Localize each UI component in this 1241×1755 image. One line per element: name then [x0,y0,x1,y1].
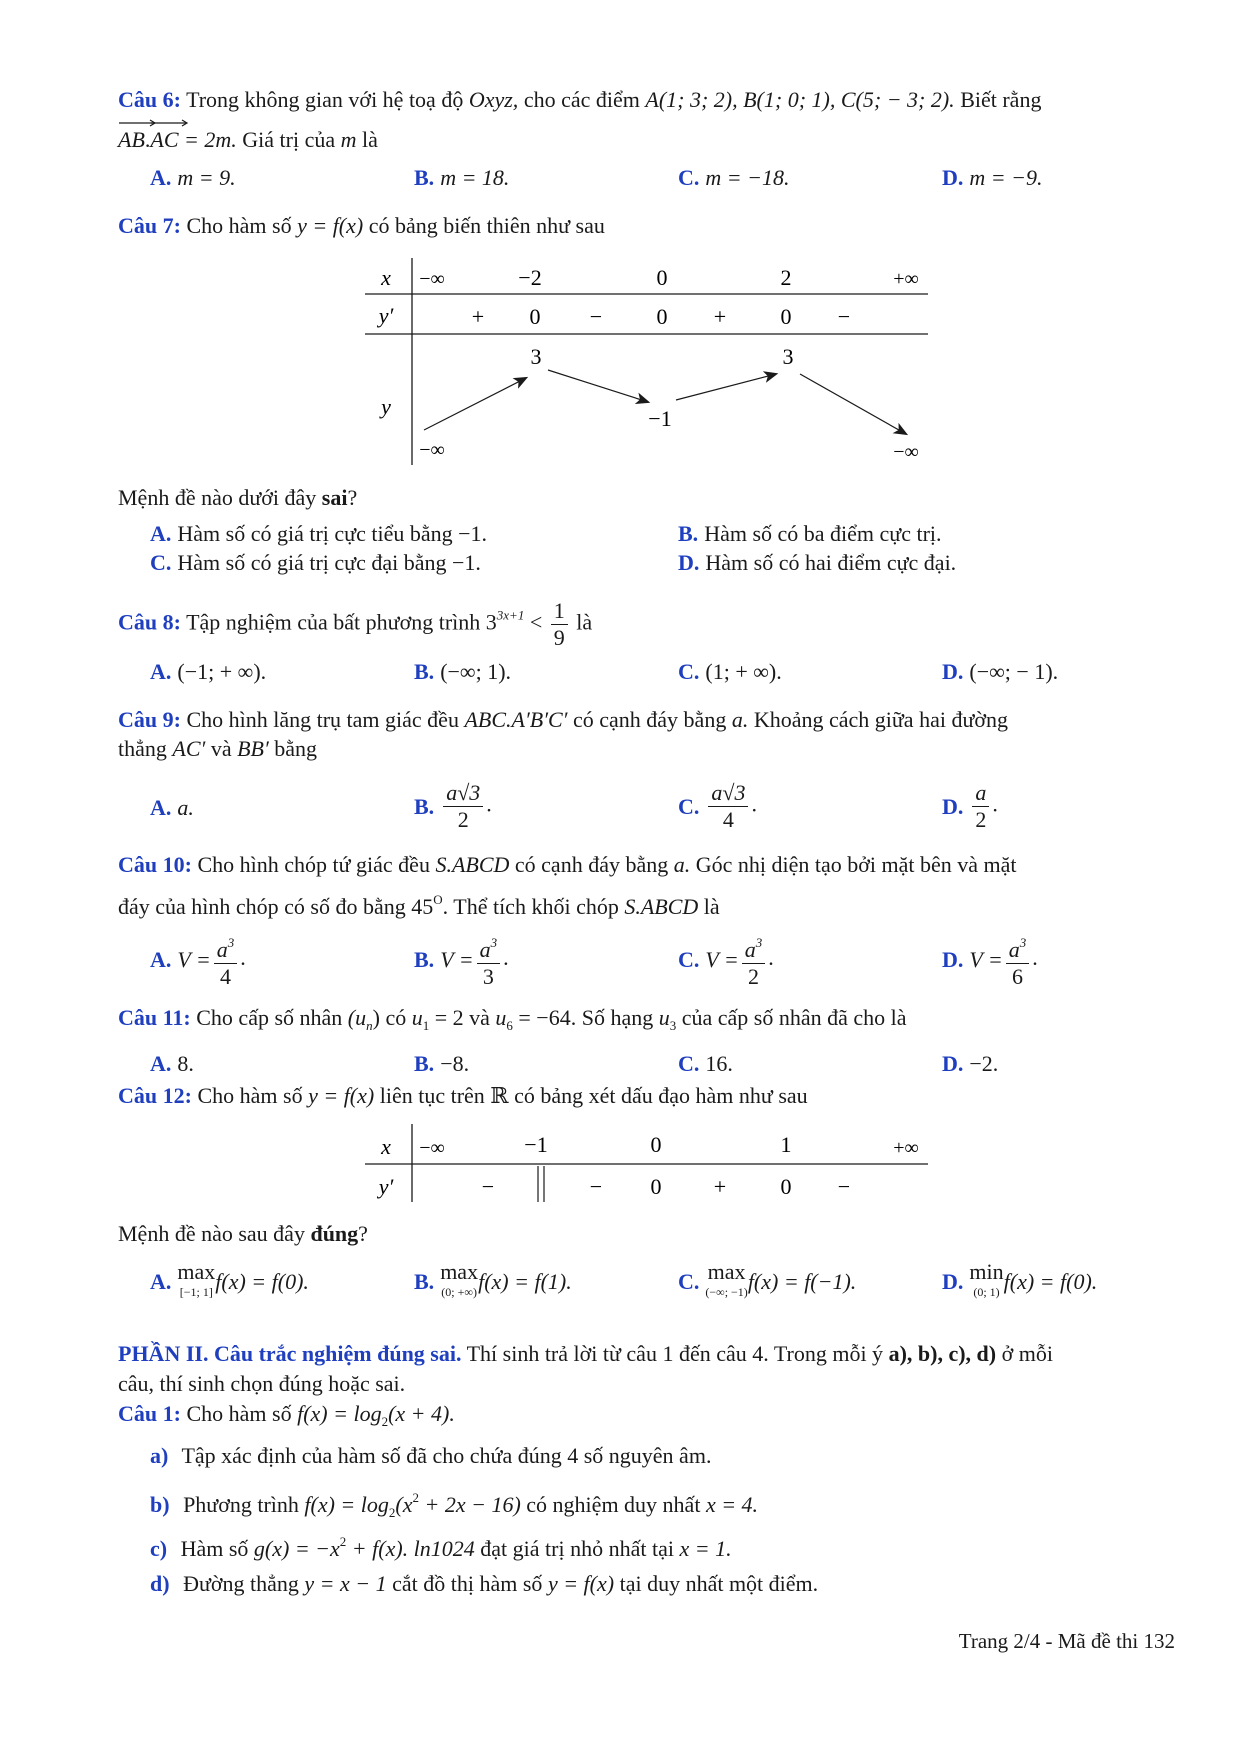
q12-line1: Câu 12: Cho hàm số y = f(x) liên tục trên ℝ có bảng xét dấu đạo hàm như sau [118,1083,808,1108]
q12-option-d[interactable]: D. min (0; 1) f(x) = f(0). [942,1259,1098,1299]
x-value: 1 [780,1132,792,1157]
q6-line1 [118,86,1041,114]
x-value: 0 [656,265,668,290]
q7-label: Câu 7: [118,213,181,238]
x-value: +∞ [893,1137,919,1159]
yprime-label: y′ [378,1174,394,1199]
q9-option-b[interactable]: B. $\frac{a√3}{2}$ . [414,780,492,832]
q12-sign-table [360,1124,940,1204]
q6-option-a[interactable]: A. m = 9. [150,165,236,190]
q6-label: Câu 6: [118,87,181,112]
p2q1-item-b[interactable]: b) Phương trình $f(x) = \log_2(x^2 + 2x - 16)$ có nghiệm duy nhất x = 4. [150,1490,759,1520]
q9-option-c[interactable]: C. $\frac{a√3}{4}$ . [678,780,757,832]
decrease-arrow-icon [800,374,906,434]
y-value: −∞ [419,439,445,461]
p2q1-item-d[interactable]: d) Đường thẳng y = x − 1 cắt đồ thị hàm số y = f(x) tại duy nhất một điểm. [150,1571,819,1596]
q6-option-d[interactable]: D. m = −9. [942,165,1043,190]
q12-label: Câu 12: [118,1083,192,1108]
q7-question: Mệnh đề nào dưới đây sai? [118,485,358,510]
sign: − [837,304,851,329]
q8-label: Câu 8: [118,609,181,635]
q8-option-b[interactable]: B. (−∞; 1). [414,659,512,684]
q10-line1: Câu 10: Cho hình chóp tứ giác đều S.ABCD có cạnh đáy bằng a. Góc nhị diện tạo bởi mặt bên và mặt [118,852,1017,877]
q12-option-c[interactable]: C. max (−∞; −1) f(x) = f(−1). [678,1259,857,1299]
sign: + [713,1174,727,1199]
vector-ac: AC [150,126,178,154]
q12-question: Mệnh đề nào sau đây đúng? [118,1221,368,1246]
sign: 0 [780,304,792,329]
q12-option-a[interactable]: A. max [−1; 1] f(x) = f(0). [150,1259,309,1299]
q10-option-c[interactable]: C. V = $\frac{a^3}{2}$ . [678,930,774,990]
q6-line2: AB. AC = 2m. Giá trị của m là [118,126,378,154]
q8-fraction: $\frac{1}{9}$ [551,598,568,651]
part2-line2: câu, thí sinh chọn đúng hoặc sai. [118,1371,406,1396]
p2q1-item-a[interactable]: a) Tập xác định của hàm số đã cho chứa đúng 4 số nguyên âm. [150,1443,712,1468]
sign: − [589,304,603,329]
sign: 0 [650,1174,662,1199]
q10-option-d[interactable]: D. V = $\frac{a^3}{6}$ . [942,930,1038,990]
q8-option-d[interactable]: D. (−∞; − 1). [942,659,1059,684]
x-label: x [381,1134,391,1159]
q8-option-c[interactable]: C. (1; + ∞). [678,659,782,684]
y-value: −1 [648,406,672,431]
q7-option-b[interactable]: B. Hàm số có ba điểm cực trị. [678,521,942,546]
q10-option-b[interactable]: B. V = $\frac{a^3}{3}$ . [414,930,509,990]
q6-points: A(1; 3; 2), B(1; 0; 1), C(5; − 3; 2). [645,87,955,112]
sign: 0 [529,304,541,329]
q10-line2: đáy của hình chóp có số đo bằng $45^O$. Thể tích khối chóp S.ABCD là [118,892,720,919]
q6-option-c[interactable]: C. m = −18. [678,165,790,190]
q9-option-d[interactable]: D. $\frac{a}{2}$ . [942,780,998,832]
sign: + [471,304,485,329]
sign: − [837,1174,851,1199]
q7-variation-table [360,258,940,468]
q7-line1: Câu 7: Cho hàm số y = f(x) có bảng biến thiên như sau [118,213,605,238]
q9-line1: Câu 9: Cho hình lăng trụ tam giác đều ABC.A′B′C′ có cạnh đáy bằng a. Khoảng cách giữa hai đường [118,707,1009,732]
q10-label: Câu 10: [118,852,192,877]
p2q1-label: Câu 1: [118,1401,181,1426]
q9-option-a[interactable]: A. a. [150,795,194,820]
q7-option-d[interactable]: D. Hàm số có hai điểm cực đại. [678,550,957,575]
q11-option-b[interactable]: B. −8. [414,1051,470,1076]
x-value: +∞ [893,268,919,290]
x-label: x [381,265,391,290]
q6-oxyz: Oxyz, [468,87,519,112]
q6-text3: Biết rằng [960,87,1042,112]
part2-title: PHẦN II. Câu trắc nghiệm đúng sai. [118,1341,462,1366]
decrease-arrow-icon [548,370,648,402]
x-value: −∞ [419,1137,445,1159]
q6-text2: cho các điểm [523,87,640,112]
q6-option-b[interactable]: B. m = 18. [414,165,510,190]
p2q1-item-c[interactable]: c) Hàm số $g(x) = -x^2 + f(x)$. ln1024 đạt giá trị nhỏ nhất tại x = 1. [150,1534,732,1561]
x-value: −2 [518,265,542,290]
q6-eq: = 2m. [184,127,237,152]
yprime-label: y′ [378,303,394,328]
sign: 0 [780,1174,792,1199]
sign: + [713,304,727,329]
q6-text: Trong không gian với hệ toạ độ [186,87,464,112]
y-value: 3 [782,344,794,369]
y-value: −∞ [893,441,919,463]
q7-option-c[interactable]: C. Hàm số có giá trị cực đại bằng −1. [150,550,481,575]
y-label: y [381,394,391,419]
x-value: −∞ [419,268,445,290]
sign: 0 [656,304,668,329]
q11-option-a[interactable]: A. 8. [150,1051,194,1076]
x-value: −1 [524,1132,548,1157]
page-footer: Trang 2/4 - Mã đề thi 132 [958,1629,1175,1653]
q11-option-d[interactable]: D. −2. [942,1051,999,1076]
increase-arrow-icon [676,374,776,400]
q9-label: Câu 9: [118,707,181,732]
vector-ab: AB [118,126,145,154]
q7-option-a[interactable]: A. Hàm số có giá trị cực tiểu bằng −1. [150,521,488,546]
part2-heading: PHẦN II. Câu trắc nghiệm đúng sai. Thí sinh trả lời từ câu 1 đến câu 4. Trong mỗi ý a), b), c), d) ở mỗi [118,1341,1053,1366]
q9-line2: thẳng AC′ và BB′ bằng [118,736,318,761]
q8-option-a[interactable]: A. (−1; + ∞). [150,659,267,684]
q11-label: Câu 11: [118,1005,191,1030]
q8-line1: Câu 8: Tập nghiệm của bất phương trình $3^{3x+1}$ < $\frac{1}{9}$ là [118,598,593,650]
x-value: 0 [650,1132,662,1157]
q11-line1: Câu 11: Cho cấp số nhân $(u_n)$ có $u_1 = 2$ và $u_6 = -64$. Số hạng $u_3$ của cấp số nhân đã cho là [118,1005,907,1033]
y-value: 3 [530,344,542,369]
vector-arrow-icon [150,118,190,128]
p2q1-line1: Câu 1: Cho hàm số $f(x) = \log_2(x + 4)$. [118,1401,455,1429]
sign: − [589,1174,603,1199]
q10-option-a[interactable]: A. V = $\frac{a^3}{4}$ . [150,930,246,990]
q12-option-b[interactable]: B. max (0; +∞) f(x) = f(1). [414,1259,572,1299]
increase-arrow-icon [424,378,526,430]
q11-option-c[interactable]: C. 16. [678,1051,733,1076]
sign: − [481,1174,495,1199]
x-value: 2 [780,265,792,290]
